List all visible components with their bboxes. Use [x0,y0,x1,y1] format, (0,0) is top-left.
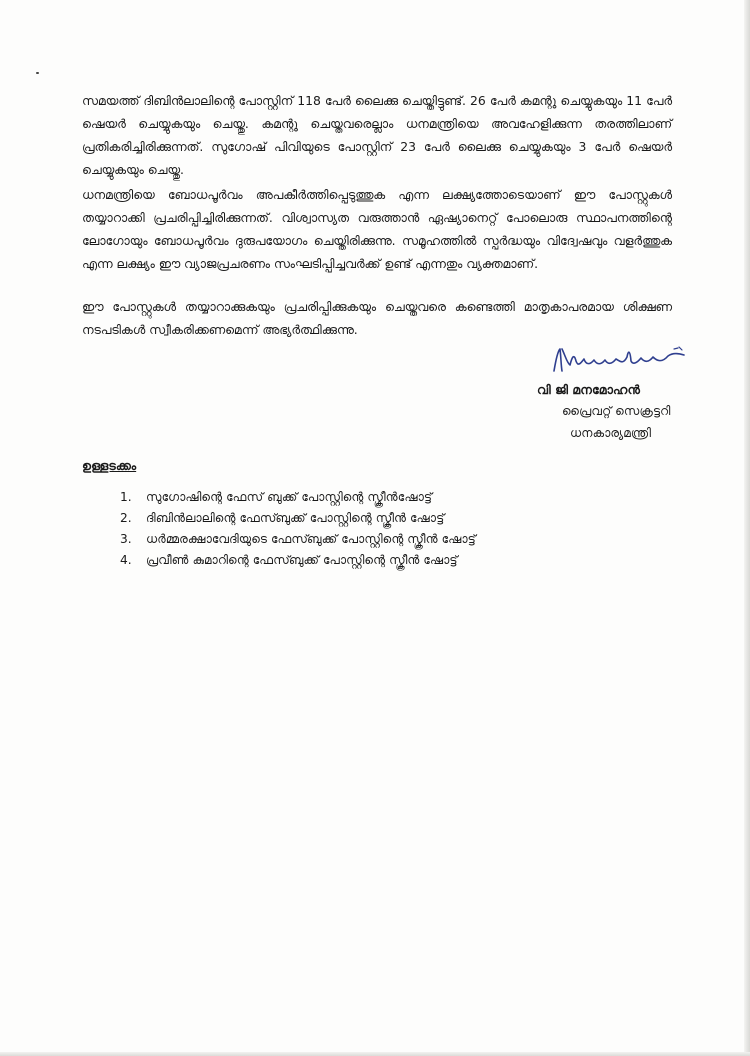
signatory-department: ധനകാര്യമന്ത്രി [570,426,651,440]
signatory-name: വി ജി മനമോഹൻ [537,382,640,397]
list-item-number: 1. [120,490,132,504]
list-item-text: പ്രവീൺ കുമാറിന്റെ ഫേസ്ബുക്ക് പോസ്റ്റിന്റെ സ്ക്രീൻ ഷോട്ട് [146,553,458,567]
scan-edge [744,0,750,1056]
list-item-number: 4. [120,553,132,567]
list-item [120,508,476,529]
signatory-title: പ്രൈവറ്റ് സെക്രട്ടറി [562,404,671,418]
list-item [120,550,476,571]
list-item-text: ദിബിൻലാലിന്റെ ഫേസ്ബുക്ക് പോസ്റ്റിന്റെ സ്ക്രീൻ ഷോട്ട് [146,511,445,525]
handwritten-signature [548,343,688,377]
enclosures-list [120,487,476,571]
body-paragraph: ഈ പോസ്റ്റുകൾ തയ്യാറാക്കുകയും പ്രചരിപ്പിക്കുകയും ചെയ്തവരെ കണ്ടെത്തി മാതൃകാപരമായ ശിക്ഷണ നടപടികൾ സ്വീകരിക്കണമെന്ന് അഭ്യർത്ഥിക്കുന്നു. [82,299,672,337]
list-item-number: 3. [120,532,132,546]
enclosures-heading: ഉള്ളടക്കം [82,458,137,473]
list-item [120,529,476,550]
list-item-text: സുഗോഷിന്റെ ഫേസ് ബുക്ക് പോസ്റ്റിന്റെ സ്ക്രീൻഷോട്ട് [146,490,433,504]
list-item-number: 2. [120,511,132,525]
body-paragraph: ധനമന്ത്രിയെ ബോധപൂർവം അപകീർത്തിപ്പെടുത്തുക എന്ന ലക്ഷ്യത്തോടെയാണ് ഈ പോസ്റ്റുകൾ തയ്യാറാക്കി പ്രചരിപ്പിച്ചിരിക്കുന്നത്. വിശ്വാസ്യത വരുത്താൻ ഏഷ്യാനെറ്റ് പോലൊരു സ്ഥാപനത്തിന്റെ ലോഗോയും ബോധപൂർവം ദുരുപയോഗം ചെയ്തിരിക്കുന്നു. സമൂഹത്തിൽ സ്പർദ്ധയും വിദ്വേഷവും വളർത്തുക എന്ന ലക്ഷ്യം ഈ വ്യാജപ്രചരണം സംഘടിപ്പിച്ചവർക്ക് ഉണ്ട് എന്നതും വ്യക്തമാണ്. [82,187,672,271]
scan-edge [0,1052,750,1056]
list-item-text: ധർമ്മരക്ഷാവേദിയുടെ ഫേസ്ബുക്ക് പോസ്റ്റിന്റെ സ്ക്രീൻ ഷോട്ട് [146,532,476,546]
scan-speck [36,72,39,74]
list-item [120,487,476,508]
body-paragraph: സമയത്ത് ദിബിൻലാലിന്റെ പോസ്റ്റിന് 118 പേർ ലൈക്കു ചെയ്തിട്ടുണ്ട്. 26 പേർ കമന്റു ചെയ്യുകയും 11 പേർ ഷെയർ ചെയ്യുകയും ചെയ്തു. കമന്റു ചെയ്തവരെല്ലാം ധനമന്ത്രിയെ അവഹേളിക്കുന്ന തരത്തിലാണ് പ്രതികരിച്ചിരിക്കുന്നത്. സുഗോഷ് പിവിയുടെ പോസ്റ്റിന് 23 പേർ ലൈക്കു ചെയ്യുകയും 3 പേർ ഷെയർ ചെയ്യുകയും ചെയ്തു. [82,93,672,177]
